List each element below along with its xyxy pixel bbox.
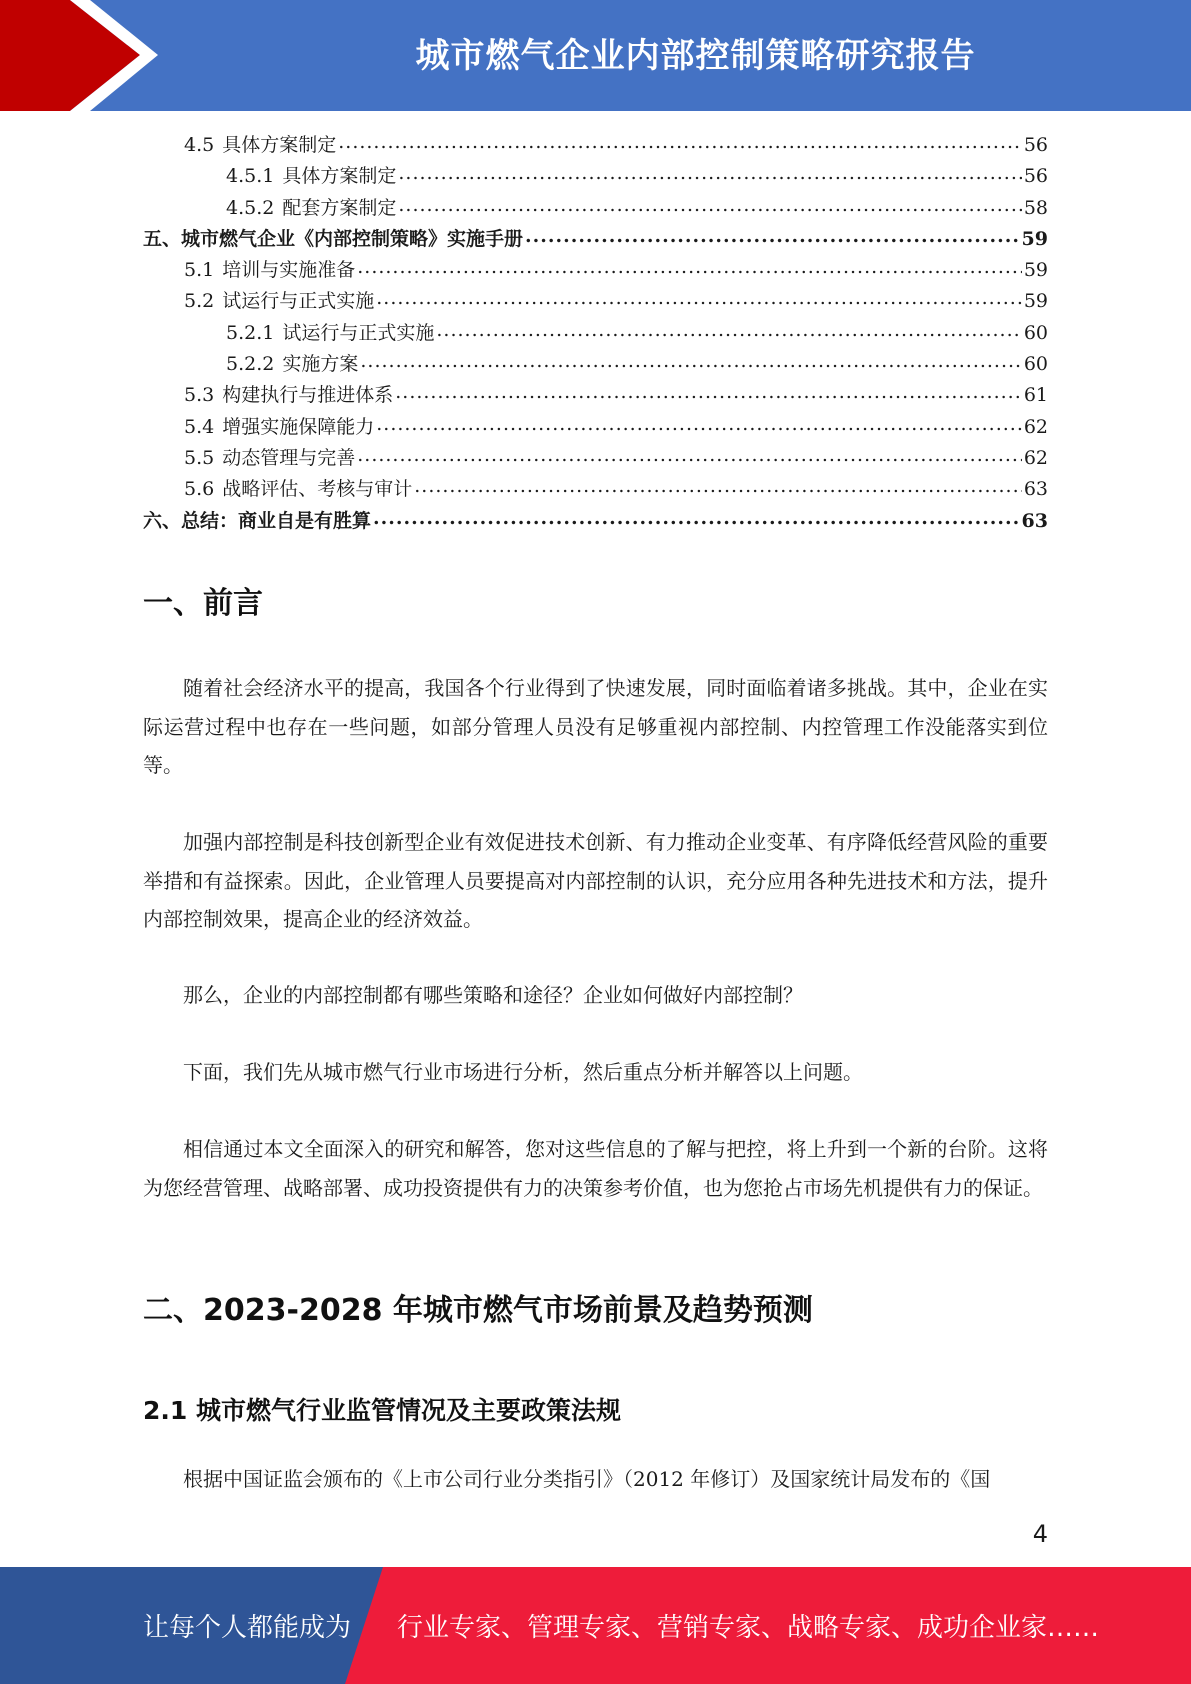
toc-dot-leader	[398, 194, 1021, 214]
page-footer	[0, 1567, 1191, 1684]
header-arrow-icon	[0, 0, 160, 111]
toc-dot-leader	[376, 413, 1022, 433]
toc-entry-page: 59	[1021, 227, 1048, 250]
toc-entry-title: 五、城市燃气企业《内部控制策略》实施手册	[143, 227, 524, 250]
toc-dot-leader	[436, 319, 1021, 339]
toc-entry[interactable]	[143, 412, 1048, 443]
toc-entry-number: 5.2	[184, 290, 215, 313]
toc-dot-leader	[414, 475, 1022, 495]
toc-entry-title: 试运行与正式实施	[222, 290, 375, 313]
toc-entry-number: 5.4	[184, 415, 215, 438]
paragraph-2: 加强内部控制是科技创新型企业有效促进技术创新、有力推动企业变革、有序降低经营风险的重要举措和有益探索。因此，企业管理人员要提高对内部控制的认识，充分应用各种先进技术和方法，提升内部控制效果，提高企业的经济效益。	[143, 830, 1048, 931]
toc-entry-page: 59	[1023, 259, 1048, 282]
toc-entry-title: 构建执行与推进体系	[222, 384, 394, 407]
paragraph-1: 随着社会经济水平的提高，我国各个行业得到了快速发展，同时面临着诸多挑战。其中，企业在实际运营过程中也存在一些问题，如部分管理人员没有足够重视内部控制、内控管理工作没能落实到位等。	[143, 676, 1048, 777]
section-title-forecast: 二、2023-2028 年城市燃气市场前景及趋势预测	[143, 1293, 813, 1328]
toc-dot-leader	[376, 287, 1022, 307]
toc-entry-title: 动态管理与完善	[222, 446, 356, 469]
toc-entry-page: 63	[1021, 509, 1048, 532]
toc-entry-number: 5.3	[184, 384, 215, 407]
subsection-title-regulation: 2.1 城市燃气行业监管情况及主要政策法规	[143, 1396, 621, 1425]
toc-entry-title: 增强实施保障能力	[222, 415, 375, 438]
toc-entry-number: 5.2.1	[226, 321, 275, 344]
toc-entry-page: 56	[1023, 165, 1048, 188]
toc-entry-page: 61	[1023, 384, 1048, 407]
toc-entry-number: 4.5.1	[226, 165, 275, 188]
footer-slogan-left: 让每个人都能成为	[143, 1613, 352, 1643]
toc-entry[interactable]	[143, 224, 1048, 255]
toc-entry-page: 60	[1023, 321, 1048, 344]
toc-entry-page: 60	[1023, 353, 1048, 376]
toc-entry-title: 战略评估、考核与审计	[222, 478, 413, 501]
toc-entry-page: 63	[1023, 478, 1048, 501]
toc-entry-number: 4.5	[184, 134, 215, 156]
page-number: 4	[1032, 1520, 1048, 1548]
toc-entry-page: 58	[1023, 196, 1048, 219]
toc-entry-number: 4.5.2	[226, 196, 275, 219]
toc-entry-page: 62	[1023, 446, 1048, 469]
toc-entry-number: 5.6	[184, 478, 215, 501]
toc-entry[interactable]	[143, 474, 1048, 505]
toc-entry-title: 培训与实施准备	[222, 259, 356, 282]
toc-dot-leader	[395, 381, 1022, 401]
toc-entry-title: 具体方案制定	[282, 165, 397, 188]
toc-dot-leader	[338, 131, 1022, 151]
toc-entry-title: 具体方案制定	[222, 134, 337, 156]
toc-entry-title: 试运行与正式实施	[282, 321, 435, 344]
toc-entry[interactable]	[143, 161, 1048, 192]
toc-entry-number: 5.5	[184, 446, 215, 469]
toc-entry-page: 59	[1023, 290, 1048, 313]
paragraph-3: 那么，企业的内部控制都有哪些策略和途径？企业如何做好内部控制？	[183, 983, 803, 1007]
toc-entry[interactable]	[143, 443, 1048, 474]
toc-entry-number: 5.2.2	[226, 353, 275, 376]
toc-dot-leader	[398, 162, 1021, 182]
toc-dot-leader	[357, 444, 1022, 464]
toc-entry-number: 5.1	[184, 259, 215, 282]
footer-slogan-right: 行业专家、管理专家、营销专家、战略专家、成功企业家……	[397, 1613, 1100, 1643]
toc-entry-title: 实施方案	[282, 353, 359, 376]
paragraph-5: 相信通过本文全面深入的研究和解答，您对这些信息的了解与把控，将上升到一个新的台阶。这将为您经营管理、战略部署、成功投资提供有力的决策参考价值，也为您抢占市场先机提供有力的保证。	[143, 1137, 1048, 1200]
table-of-contents	[143, 130, 1048, 537]
paragraph-4: 下面，我们先从城市燃气行业市场进行分析，然后重点分析并解答以上问题。	[183, 1060, 863, 1084]
toc-dot-leader	[357, 256, 1022, 276]
toc-entry[interactable]	[143, 380, 1048, 411]
toc-dot-leader	[525, 225, 1020, 245]
toc-entry-title: 配套方案制定	[282, 196, 397, 219]
toc-entry[interactable]	[143, 255, 1048, 286]
toc-entry[interactable]	[143, 130, 1048, 161]
paragraph-6: 根据中国证监会颁布的《上市公司行业分类指引》（2012 年修订）及国家统计局发布的《国	[183, 1467, 991, 1491]
section-title-preface: 一、前言	[143, 586, 263, 621]
toc-dot-leader	[373, 507, 1020, 527]
toc-entry-title: 六、总结：商业自是有胜算	[143, 509, 372, 532]
toc-entry[interactable]	[143, 318, 1048, 349]
toc-entry-page: 56	[1023, 134, 1048, 156]
toc-entry[interactable]	[143, 506, 1048, 537]
page-header	[0, 0, 1191, 111]
toc-dot-leader	[360, 350, 1021, 370]
toc-entry[interactable]	[143, 193, 1048, 224]
toc-entry[interactable]	[143, 286, 1048, 317]
header-title: 城市燃气企业内部控制策略研究报告	[415, 36, 976, 76]
toc-entry[interactable]	[143, 349, 1048, 380]
toc-entry-page: 62	[1023, 415, 1048, 438]
